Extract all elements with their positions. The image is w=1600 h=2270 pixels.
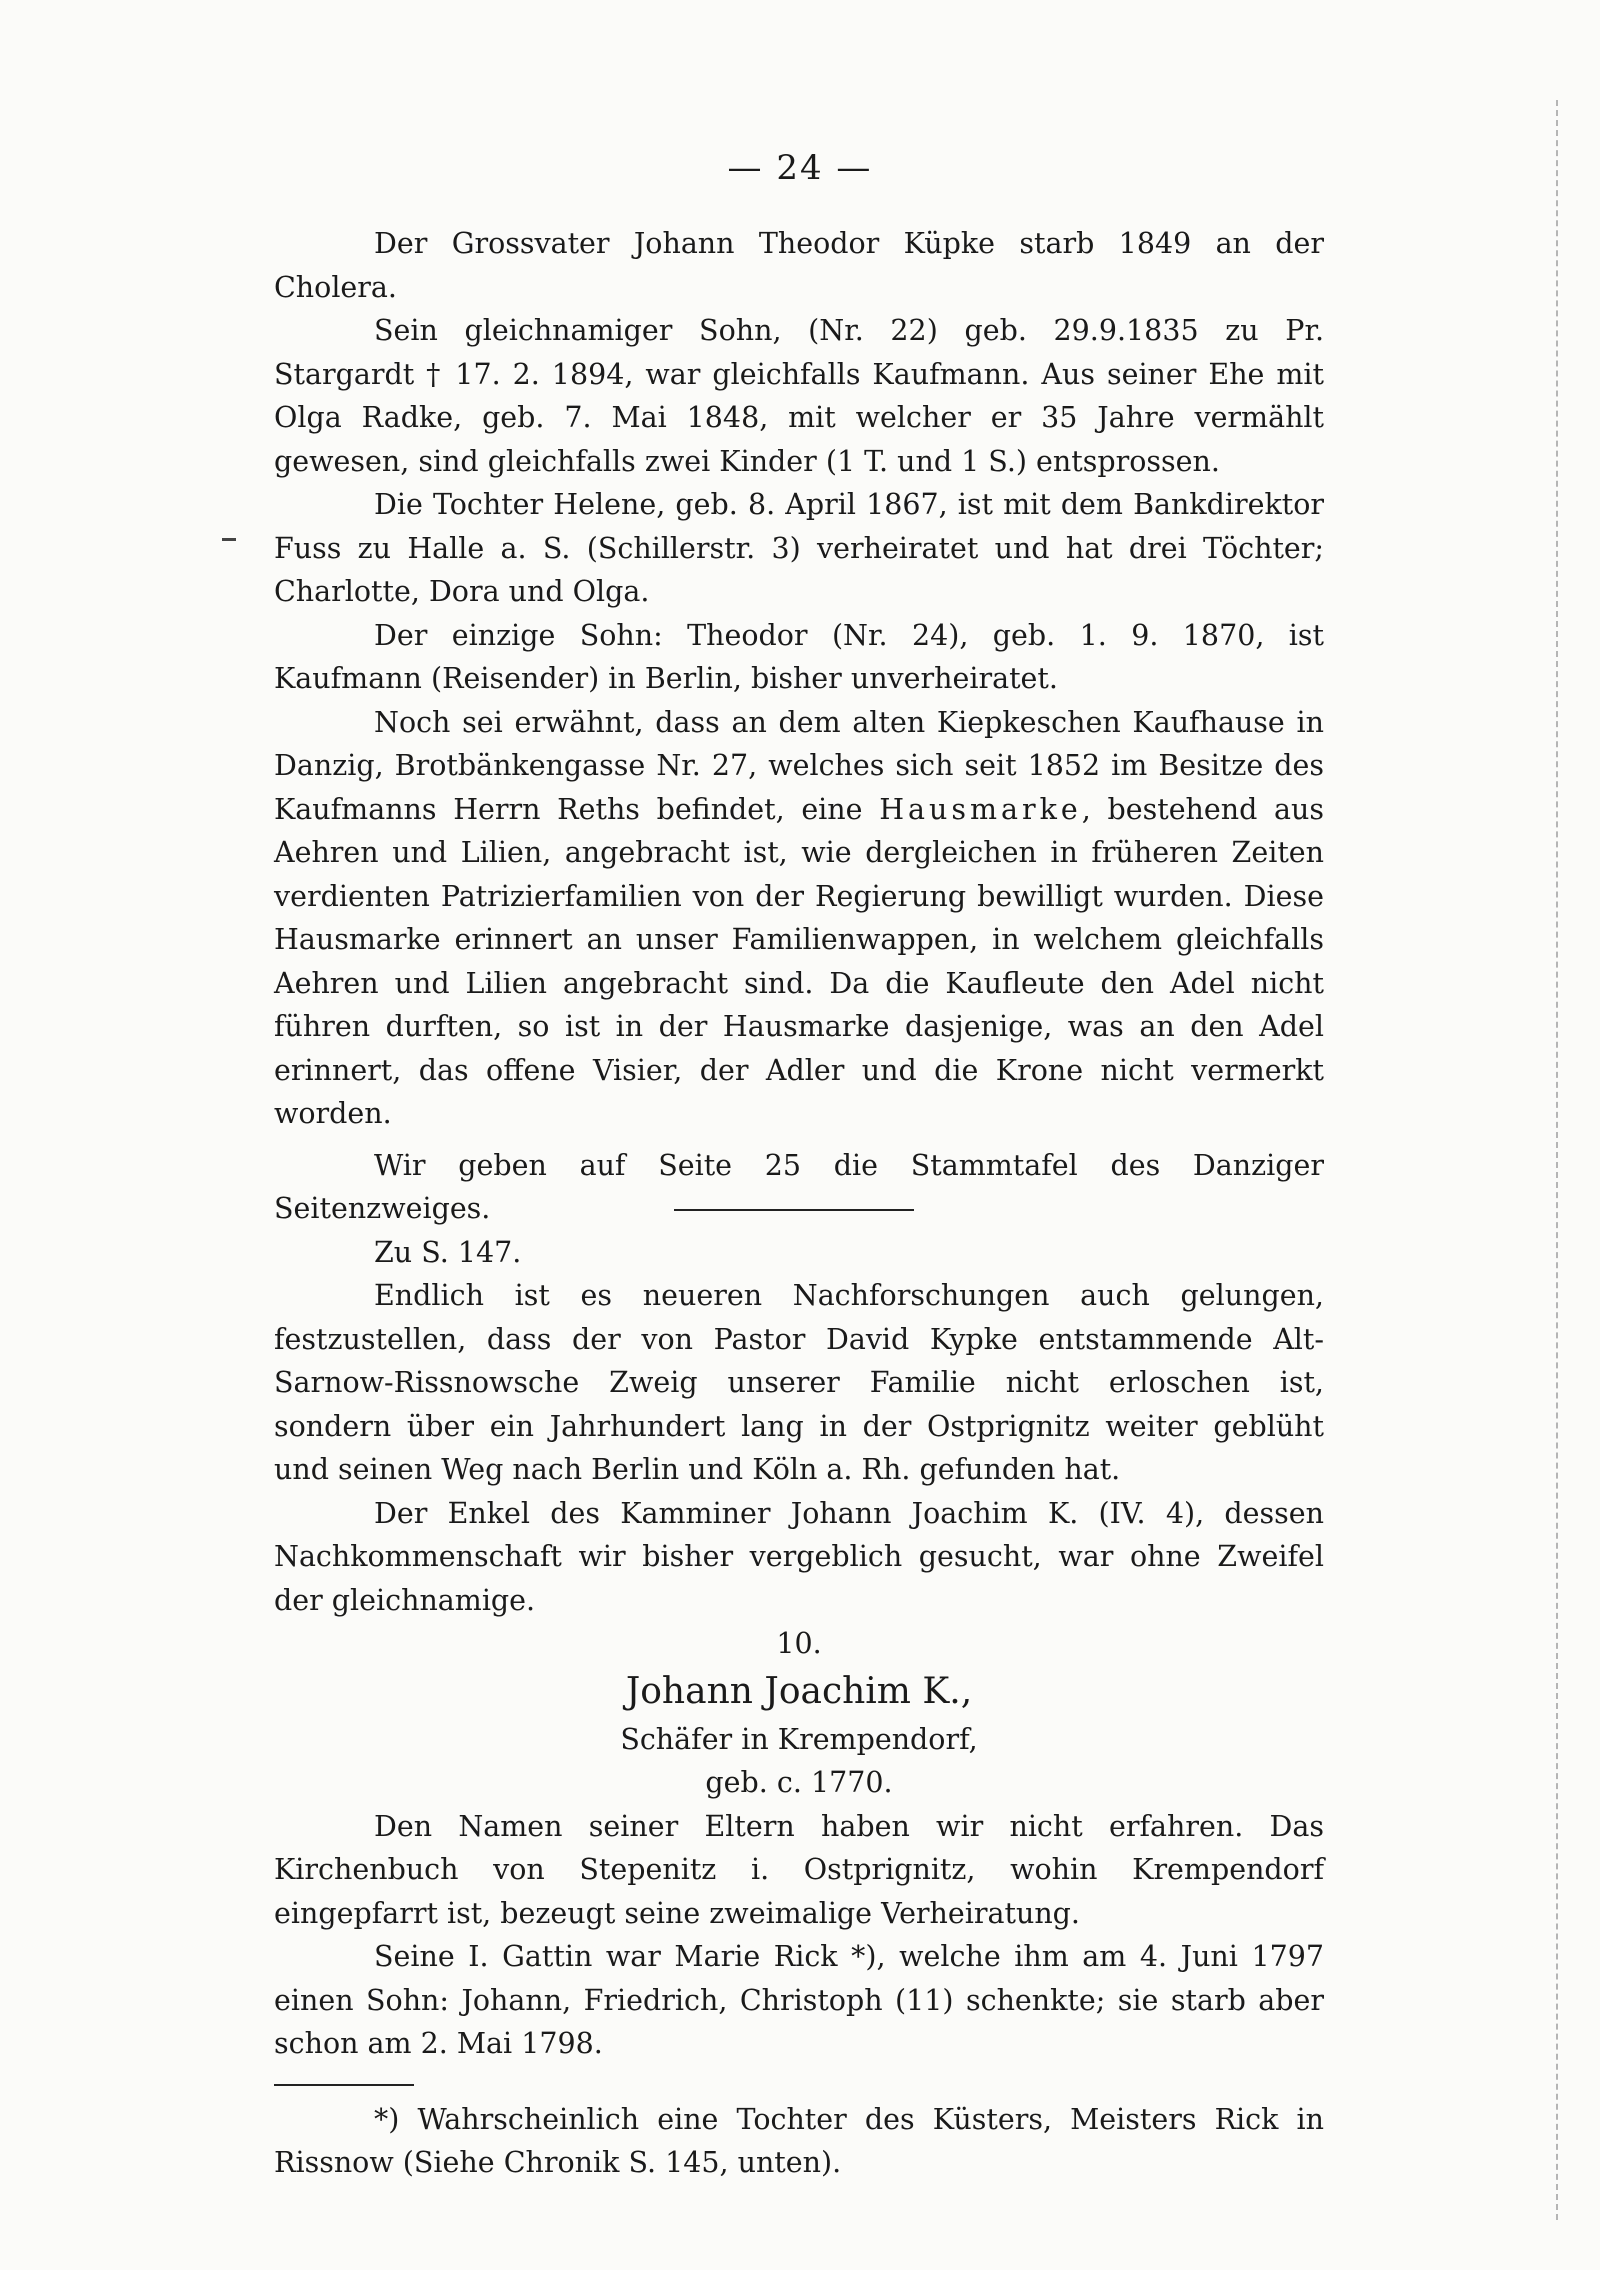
margin-binding-mark xyxy=(1556,100,1560,2220)
entry-number: 10. xyxy=(776,1627,822,1660)
page-body xyxy=(274,222,1324,2185)
paragraph-parents: Den Namen seiner Eltern haben wir nicht erfahren. Das Kirchenbuch von Stepenitz i. Ostprignitz, wohin Krempendorf eingepfarrt ist, bezeugt seine zweimalige Verheiratung. xyxy=(274,1809,1324,1930)
section-reference: Zu S. 147. xyxy=(374,1235,522,1269)
entry-born: geb. c. 1770. xyxy=(705,1766,893,1799)
footnote: *) Wahrscheinlich eine Tochter des Küsters, Meisters Rick in Rissnow (Siehe Chronik S. 145, unten). xyxy=(274,2102,1324,2179)
paragraph-stammtafel: Wir geben auf Seite 25 die Stammtafel des Danziger Seitenzweiges. xyxy=(274,1148,1324,1225)
paragraph-first-wife: Seine I. Gattin war Marie Rick *), welche ihm am 4. Juni 1797 einen Sohn: Johann, Friedrich, Christoph (11) schenkte; sie starb aber schon am 2. Mai 1798. xyxy=(274,1940,1324,2060)
paragraph-daughter: Die Tochter Helene, geb. 8. April 1867, ist mit dem Bankdirektor Fuss zu Halle a. S. (Schillerstr. 3) verheiratet und hat drei Töchter; Charlotte, Dora und Olga. xyxy=(274,488,1324,608)
entry-occupation: Schäfer in Krempendorf, xyxy=(620,1722,978,1756)
margin-dot xyxy=(222,538,236,541)
paragraph-only-son: Der einzige Sohn: Theodor (Nr. 24), geb. 1. 9. 1870, ist Kaufmann (Reisender) in Berlin, bisher unverheiratet. xyxy=(274,618,1324,695)
page-number: — 24 — xyxy=(727,148,873,188)
paragraph-cholera: Der Grossvater Johann Theodor Küpke starb 1849 an der Cholera. xyxy=(274,227,1324,304)
section-divider xyxy=(674,1209,914,1211)
hausmarke-text-before: Noch sei erwähnt, dass an dem alten Kiepkeschen Kaufhause in Danzig, Brotbänkengasse Nr. 27, welches sich seit 1852 im Besitze des Kaufmanns Herrn Reths befindet, eine xyxy=(274,705,1324,826)
hausmarke-emphasis: Hausmarke xyxy=(879,792,1082,826)
paragraph-research: Endlich ist es neueren Nachforschungen auch gelungen, festzustellen, dass der von Pastor David Kypke entstammende Alt-Sarnow-Rissnowsche Zweig unserer Familie nicht erloschen ist, sondern über ein Jahrhundert lang in der Ostprignitz weiter geblüht und seinen Weg nach Berlin und Köln a. Rh. gefunden hat. xyxy=(274,1279,1324,1486)
footnote-divider xyxy=(274,2084,414,2086)
paragraph-hausmarke xyxy=(274,701,1324,1136)
entry-name: Johann Joachim K., xyxy=(625,1670,973,1712)
paragraph-grandson: Der Enkel des Kamminer Johann Joachim K. (IV. 4), dessen Nachkommenschaft wir bisher vergeblich gesucht, war ohne Zweifel der gleichnamige. xyxy=(274,1496,1324,1617)
hausmarke-text-after: , bestehend aus Aehren und Lilien, angebracht ist, wie dergleichen in früheren Zeiten verdienten Patrizierfamilien von der Regierung bewilligt wurden. Diese Hausmarke erinnert an unser Familienwappen, in welchem gleichfalls Aehren und Lilien angebracht sind. Da die Kaufleute den Adel nicht führen durften, so ist in der Hausmarke dasjenige, was an den Adel erinnert, das offene Visier, der Adler und die Krone nicht vermerkt worden. xyxy=(274,792,1325,1130)
paragraph-son: Sein gleichnamiger Sohn, (Nr. 22) geb. 29.9.1835 zu Pr. Stargardt † 17. 2. 1894, war gleichfalls Kaufmann. Aus seiner Ehe mit Olga Radke, geb. 7. Mai 1848, mit welcher er 35 Jahre vermählt gewesen, sind gleichfalls zwei Kinder (1 T. und 1 S.) entsprossen. xyxy=(274,314,1324,478)
